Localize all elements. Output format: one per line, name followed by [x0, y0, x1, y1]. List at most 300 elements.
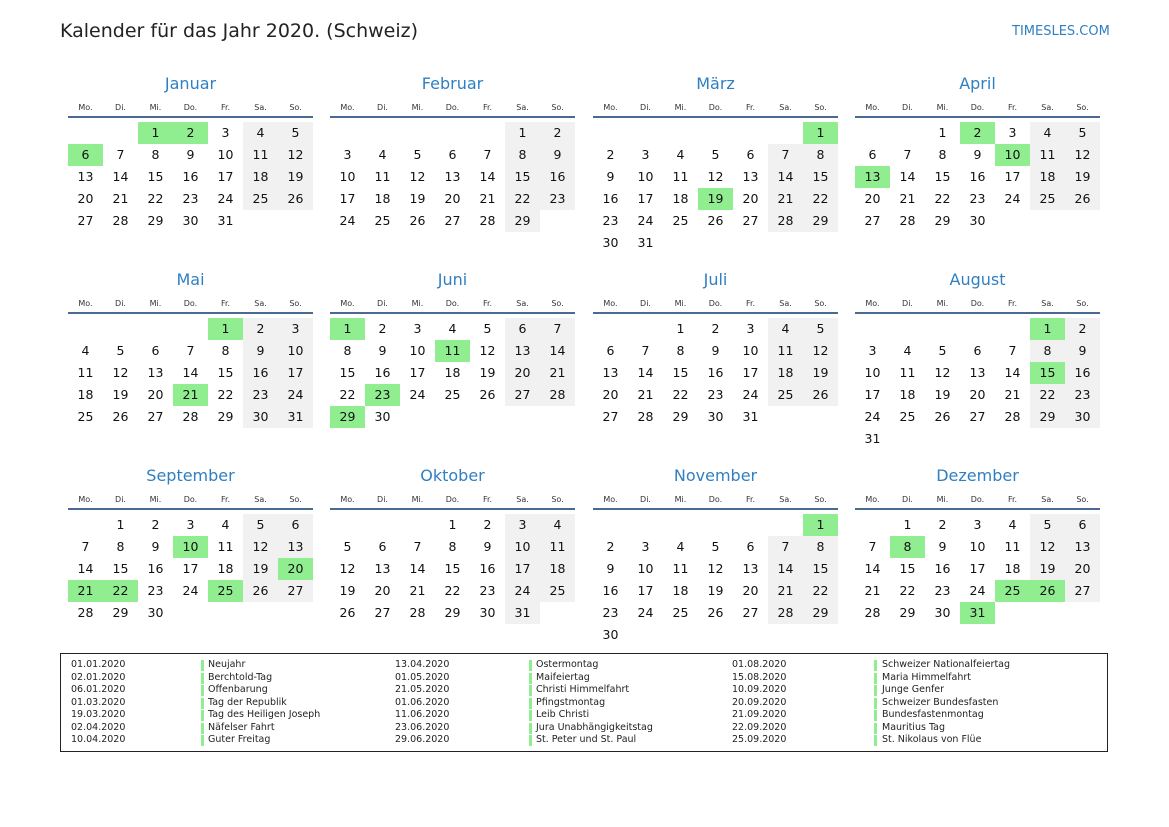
day-cell: 12	[243, 536, 278, 558]
weekday-header: So.	[289, 495, 302, 504]
day-cell: 29	[934, 213, 951, 228]
day-cell: 20	[742, 583, 759, 598]
day-cell: 6	[973, 343, 982, 358]
day-cell: 16	[934, 561, 951, 576]
holiday-day-cell: 1	[208, 318, 243, 340]
day-cell: 29	[672, 409, 689, 424]
legend-color-marker	[201, 698, 204, 709]
day-cell: 14	[864, 561, 881, 576]
legend-date: 06.01.2020	[71, 684, 126, 695]
day-cell: 28	[768, 210, 803, 232]
holiday-day-cell: 19	[698, 188, 733, 210]
day-cell: 2	[378, 321, 387, 336]
day-cell: 26	[707, 213, 724, 228]
day-cell: 7	[903, 147, 912, 162]
day-cell: 10	[637, 561, 654, 576]
weekday-header: Mi.	[936, 103, 949, 112]
holiday-day-cell: 29	[330, 406, 365, 428]
day-cell: 18	[77, 387, 94, 402]
weekday-header: Mi.	[411, 495, 424, 504]
day-cell: 11	[899, 365, 916, 380]
day-cell: 30	[182, 213, 199, 228]
day-cell: 8	[676, 343, 685, 358]
weekday-header: Mi.	[674, 495, 687, 504]
weekday-header: Sa.	[1041, 103, 1054, 112]
month-name: März	[696, 74, 735, 93]
day-cell: 22	[899, 583, 916, 598]
day-cell: 17	[339, 191, 356, 206]
day-cell: 9	[973, 147, 982, 162]
day-cell: 22	[1030, 384, 1065, 406]
legend-date: 15.08.2020	[732, 671, 787, 683]
page-title: Kalender für das Jahr 2020. (Schweiz)	[60, 20, 419, 42]
day-cell: 25	[1030, 188, 1065, 210]
day-cell: 11	[672, 169, 689, 184]
day-cell: 16	[969, 169, 986, 184]
day-cell: 6	[505, 318, 540, 340]
day-cell: 12	[1030, 536, 1065, 558]
weekday-header: Do.	[708, 103, 723, 112]
day-cell: 28	[540, 384, 575, 406]
weekday-header: So.	[551, 103, 564, 112]
day-cell: 9	[378, 343, 387, 358]
weekday-header: So.	[814, 103, 827, 112]
day-cell: 10	[742, 343, 759, 358]
weekday-header: Di.	[115, 299, 126, 308]
day-cell: 25	[444, 387, 461, 402]
day-cell: 4	[81, 343, 90, 358]
legend-date: 21.05.2020	[395, 684, 450, 695]
day-cell: 17	[409, 365, 426, 380]
legend-color-marker	[874, 660, 877, 671]
day-cell: 6	[378, 539, 387, 554]
day-cell: 9	[243, 340, 278, 362]
weekday-header: Mi.	[936, 299, 949, 308]
day-cell: 10	[969, 539, 986, 554]
legend-date: 19.03.2020	[71, 709, 126, 720]
day-cell: 27	[1065, 580, 1100, 602]
day-cell: 30	[147, 605, 164, 620]
day-cell: 14	[112, 169, 129, 184]
day-cell: 14	[77, 561, 94, 576]
day-cell: 8	[116, 539, 125, 554]
day-cell: 13	[742, 169, 759, 184]
day-cell: 17	[217, 169, 234, 184]
weekday-header: Mo.	[78, 495, 93, 504]
day-cell: 30	[479, 605, 496, 620]
day-cell: 21	[864, 583, 881, 598]
day-cell: 12	[278, 144, 313, 166]
month-name: November	[673, 466, 758, 485]
day-cell: 5	[243, 514, 278, 536]
month-divider	[68, 312, 313, 314]
day-cell: 4	[540, 514, 575, 536]
day-cell: 7	[483, 147, 492, 162]
weekday-header: So.	[551, 495, 564, 504]
day-cell: 17	[864, 387, 881, 402]
day-cell: 23	[540, 188, 575, 210]
day-cell: 19	[707, 583, 724, 598]
weekday-header: Mi.	[674, 103, 687, 112]
day-cell: 28	[409, 605, 426, 620]
day-cell: 31	[278, 406, 313, 428]
day-cell: 9	[540, 144, 575, 166]
day-cell: 3	[278, 318, 313, 340]
legend-date: 01.05.2020	[395, 671, 450, 683]
day-cell: 8	[803, 144, 838, 166]
weekday-header: So.	[1076, 299, 1089, 308]
day-cell: 21	[479, 191, 496, 206]
legend-date: 23.06.2020	[395, 721, 450, 733]
day-cell: 22	[147, 191, 164, 206]
holiday-day-cell: 1	[330, 318, 365, 340]
day-cell: 17	[278, 362, 313, 384]
weekday-header: Fr.	[1007, 495, 1018, 504]
day-cell: 3	[505, 514, 540, 536]
legend-holiday-name: Maria Himmelfahrt	[882, 671, 971, 683]
day-cell: 1	[116, 517, 125, 532]
day-cell: 24	[182, 583, 199, 598]
day-cell: 4	[378, 147, 387, 162]
holiday-day-cell: 1	[1030, 318, 1065, 340]
weekday-header: So.	[551, 299, 564, 308]
weekday-header: Di.	[640, 103, 651, 112]
day-cell: 29	[217, 409, 234, 424]
month-oktober	[330, 468, 575, 658]
legend-color-marker	[529, 735, 532, 746]
day-cell: 2	[606, 539, 615, 554]
day-cell: 16	[540, 166, 575, 188]
day-cell: 18	[672, 191, 689, 206]
weekday-header: Fr.	[1007, 103, 1018, 112]
day-cell: 6	[151, 343, 160, 358]
day-cell: 9	[1065, 340, 1100, 362]
day-cell: 11	[672, 561, 689, 576]
day-cell: 13	[444, 169, 461, 184]
day-cell: 15	[934, 169, 951, 184]
day-cell: 2	[606, 147, 615, 162]
day-cell: 20	[77, 191, 94, 206]
month-divider	[593, 116, 838, 118]
weekday-header: Di.	[115, 103, 126, 112]
weekday-header: Do.	[445, 103, 460, 112]
day-cell: 28	[899, 213, 916, 228]
day-cell: 21	[1004, 387, 1021, 402]
legend-date: 21.09.2020	[732, 709, 787, 720]
legend-date: 20.09.2020	[732, 696, 787, 708]
day-cell: 29	[444, 605, 461, 620]
weekday-header: So.	[289, 103, 302, 112]
day-cell: 25	[374, 213, 391, 228]
day-cell: 26	[803, 384, 838, 406]
holiday-day-cell: 8	[890, 536, 925, 558]
day-cell: 13	[147, 365, 164, 380]
holiday-day-cell: 31	[960, 602, 995, 624]
day-cell: 9	[711, 343, 720, 358]
legend-date: 10.04.2020	[71, 734, 126, 745]
day-cell: 18	[444, 365, 461, 380]
day-cell: 17	[637, 583, 654, 598]
day-cell: 3	[746, 321, 755, 336]
weekday-header: Mo.	[865, 103, 880, 112]
brand-link[interactable]: TIMESLES.COM	[1012, 24, 1110, 39]
day-cell: 4	[768, 318, 803, 340]
day-cell: 20	[505, 362, 540, 384]
day-cell: 14	[540, 340, 575, 362]
month-name: April	[959, 74, 996, 93]
weekday-header: Mi.	[149, 103, 162, 112]
holiday-day-cell: 20	[278, 558, 313, 580]
day-cell: 5	[116, 343, 125, 358]
day-cell: 10	[864, 365, 881, 380]
holiday-day-cell: 13	[855, 166, 890, 188]
legend-holiday-name: Guter Freitag	[208, 734, 271, 745]
weekday-header: Fr.	[482, 103, 493, 112]
day-cell: 21	[540, 362, 575, 384]
day-cell: 10	[217, 147, 234, 162]
legend-color-marker	[529, 710, 532, 721]
weekday-header: Di.	[902, 495, 913, 504]
day-cell: 25	[243, 188, 278, 210]
day-cell: 26	[707, 605, 724, 620]
day-cell: 23	[707, 387, 724, 402]
weekday-header: Sa.	[779, 495, 792, 504]
legend-color-marker	[874, 723, 877, 734]
legend-holiday-name: Näfelser Fahrt	[208, 721, 275, 733]
day-cell: 31	[637, 235, 654, 250]
legend-holiday-name: Bundesfastenmontag	[882, 709, 984, 720]
day-cell: 10	[505, 536, 540, 558]
day-cell: 20	[969, 387, 986, 402]
weekday-header: Mi.	[149, 495, 162, 504]
month-name: Dezember	[936, 466, 1019, 485]
holiday-day-cell: 23	[365, 384, 400, 406]
month-name: Juni	[437, 270, 468, 289]
month-divider	[330, 312, 575, 314]
weekday-header: Mo.	[340, 299, 355, 308]
holiday-legend	[60, 653, 1108, 752]
month-divider	[68, 116, 313, 118]
day-cell: 24	[217, 191, 234, 206]
weekday-header: Do.	[708, 299, 723, 308]
day-cell: 19	[112, 387, 129, 402]
day-cell: 18	[672, 583, 689, 598]
day-cell: 23	[182, 191, 199, 206]
legend-holiday-name: Schweizer Nationalfeiertag	[882, 659, 1011, 670]
day-cell: 1	[505, 122, 540, 144]
day-cell: 21	[112, 191, 129, 206]
day-cell: 26	[934, 409, 951, 424]
holiday-day-cell: 2	[173, 122, 208, 144]
day-cell: 4	[448, 321, 457, 336]
month-januar	[68, 76, 313, 266]
day-cell: 3	[868, 343, 877, 358]
day-cell: 4	[243, 122, 278, 144]
day-cell: 11	[1030, 144, 1065, 166]
day-cell: 25	[672, 605, 689, 620]
legend-color-marker	[874, 673, 877, 684]
holiday-day-cell: 22	[103, 580, 138, 602]
day-cell: 9	[186, 147, 195, 162]
day-cell: 20	[602, 387, 619, 402]
day-cell: 24	[1004, 191, 1021, 206]
day-cell: 6	[868, 147, 877, 162]
weekday-header: Mi.	[149, 299, 162, 308]
day-cell: 16	[1065, 362, 1100, 384]
weekday-header: Do.	[970, 103, 985, 112]
day-cell: 16	[479, 561, 496, 576]
legend-date: 01.08.2020	[732, 659, 787, 670]
legend-color-marker	[201, 710, 204, 721]
weekday-header: Mo.	[78, 103, 93, 112]
day-cell: 11	[1004, 539, 1021, 554]
day-cell: 3	[186, 517, 195, 532]
weekday-header: Sa.	[516, 495, 529, 504]
day-cell: 25	[672, 213, 689, 228]
day-cell: 19	[278, 166, 313, 188]
day-cell: 11	[77, 365, 94, 380]
day-cell: 21	[637, 387, 654, 402]
day-cell: 6	[746, 539, 755, 554]
day-cell: 26	[409, 213, 426, 228]
day-cell: 8	[938, 147, 947, 162]
day-cell: 21	[899, 191, 916, 206]
day-cell: 16	[602, 191, 619, 206]
month-dezember	[855, 468, 1100, 658]
day-cell: 9	[606, 169, 615, 184]
day-cell: 23	[602, 605, 619, 620]
day-cell: 8	[343, 343, 352, 358]
day-cell: 2	[540, 122, 575, 144]
weekday-header: Di.	[902, 103, 913, 112]
day-cell: 3	[221, 125, 230, 140]
holiday-day-cell: 10	[173, 536, 208, 558]
day-cell: 2	[1065, 318, 1100, 340]
day-cell: 2	[151, 517, 160, 532]
holiday-day-cell: 2	[960, 122, 995, 144]
day-cell: 16	[374, 365, 391, 380]
legend-date: 02.04.2020	[71, 721, 126, 733]
month-divider	[330, 116, 575, 118]
weekday-header: Fr.	[745, 103, 756, 112]
day-cell: 26	[112, 409, 129, 424]
day-cell: 23	[934, 583, 951, 598]
weekday-header: Di.	[377, 103, 388, 112]
day-cell: 11	[768, 340, 803, 362]
legend-color-marker	[529, 673, 532, 684]
day-cell: 29	[505, 210, 540, 232]
month-divider	[855, 508, 1100, 510]
day-cell: 2	[938, 517, 947, 532]
day-cell: 18	[374, 191, 391, 206]
day-cell: 14	[768, 558, 803, 580]
day-cell: 3	[641, 147, 650, 162]
weekday-header: Do.	[183, 299, 198, 308]
day-cell: 15	[899, 561, 916, 576]
day-cell: 26	[243, 580, 278, 602]
weekday-header: Fr.	[745, 495, 756, 504]
day-cell: 20	[374, 583, 391, 598]
weekday-header: Mi.	[411, 299, 424, 308]
day-cell: 3	[1008, 125, 1017, 140]
day-cell: 28	[479, 213, 496, 228]
weekday-header: Di.	[640, 495, 651, 504]
day-cell: 17	[1004, 169, 1021, 184]
month-name: Oktober	[420, 466, 485, 485]
holiday-day-cell: 26	[1030, 580, 1065, 602]
day-cell: 17	[742, 365, 759, 380]
legend-date: 13.04.2020	[395, 659, 450, 670]
weekday-header: So.	[814, 495, 827, 504]
weekday-header: Fr.	[482, 299, 493, 308]
weekday-header: Mo.	[78, 299, 93, 308]
day-cell: 24	[409, 387, 426, 402]
day-cell: 22	[339, 387, 356, 402]
day-cell: 10	[278, 340, 313, 362]
day-cell: 30	[602, 627, 619, 642]
day-cell: 29	[112, 605, 129, 620]
day-cell: 27	[969, 409, 986, 424]
month-name: Januar	[164, 74, 217, 93]
day-cell: 19	[339, 583, 356, 598]
holiday-day-cell: 10	[995, 144, 1030, 166]
month-august	[855, 272, 1100, 462]
day-cell: 25	[768, 384, 803, 406]
day-cell: 24	[864, 409, 881, 424]
weekday-header: Fr.	[220, 495, 231, 504]
legend-holiday-name: Junge Genfer	[882, 684, 945, 695]
day-cell: 27	[602, 409, 619, 424]
day-cell: 30	[934, 605, 951, 620]
day-cell: 13	[374, 561, 391, 576]
day-cell: 31	[217, 213, 234, 228]
holiday-day-cell: 1	[803, 514, 838, 536]
legend-holiday-name: Pfingstmontag	[536, 696, 606, 708]
day-cell: 28	[1004, 409, 1021, 424]
month-name: Mai	[176, 270, 205, 289]
day-cell: 8	[803, 536, 838, 558]
legend-holiday-name: St. Peter und St. Paul	[536, 734, 637, 745]
day-cell: 12	[112, 365, 129, 380]
month-juni	[330, 272, 575, 462]
legend-color-marker	[529, 685, 532, 696]
day-cell: 12	[339, 561, 356, 576]
weekday-header: Sa.	[254, 299, 267, 308]
day-cell: 27	[864, 213, 881, 228]
day-cell: 16	[147, 561, 164, 576]
weekday-header: Sa.	[516, 299, 529, 308]
day-cell: 8	[505, 144, 540, 166]
legend-color-marker	[874, 710, 877, 721]
day-cell: 27	[505, 384, 540, 406]
legend-date: 01.01.2020	[71, 659, 126, 670]
day-cell: 24	[637, 213, 654, 228]
day-cell: 27	[742, 213, 759, 228]
day-cell: 26	[1065, 188, 1100, 210]
day-cell: 2	[243, 318, 278, 340]
day-cell: 13	[742, 561, 759, 576]
day-cell: 14	[899, 169, 916, 184]
day-cell: 15	[505, 166, 540, 188]
weekday-header: Di.	[377, 495, 388, 504]
day-cell: 15	[339, 365, 356, 380]
day-cell: 22	[934, 191, 951, 206]
day-cell: 27	[147, 409, 164, 424]
day-cell: 22	[803, 188, 838, 210]
day-cell: 20	[147, 387, 164, 402]
day-cell: 17	[969, 561, 986, 576]
month-divider	[593, 508, 838, 510]
